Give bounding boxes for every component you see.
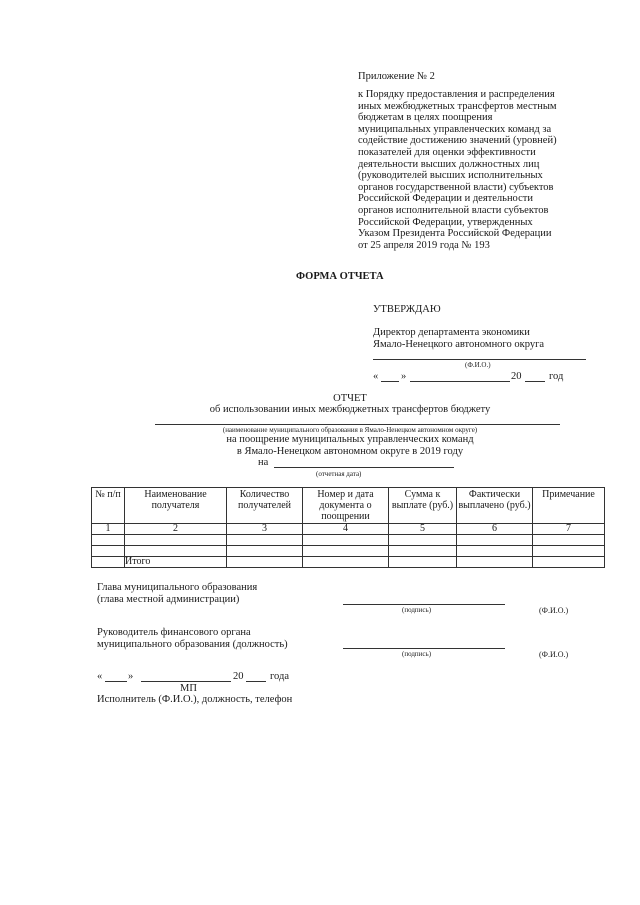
- approve-year-line: [525, 381, 545, 382]
- approve-fio-line: [373, 359, 586, 360]
- table-cell: [533, 535, 605, 546]
- annex-line: Российской Федерации и деятельности: [358, 193, 533, 205]
- footer-date-open-quote: «: [97, 671, 103, 682]
- table-cell: [457, 546, 533, 557]
- column-number: 5: [389, 524, 457, 535]
- annex-line: Указом Президента Российской Федерации: [358, 228, 552, 240]
- annex-line: к Порядку предоставления и распределения: [358, 89, 555, 100]
- table-cell: [303, 557, 389, 568]
- approve-date-close-quote: »: [401, 371, 407, 382]
- approve-fio-caption: (Ф.И.О.): [465, 361, 491, 369]
- finance-title-line2: муниципального образования (должность): [97, 639, 288, 650]
- column-number-row: [92, 524, 605, 535]
- annex-line: Российской Федерации, утвержденных: [358, 216, 533, 228]
- column-number: 4: [303, 524, 389, 535]
- header-cell: Количество получателей: [227, 488, 303, 524]
- table-cell: [533, 557, 605, 568]
- annex-title: Приложение № 2: [358, 71, 435, 82]
- report-table: [91, 487, 605, 568]
- footer-year-prefix: 20: [233, 671, 244, 682]
- table-cell: [389, 557, 457, 568]
- annex-line: от 25 апреля 2019 года № 193: [358, 239, 490, 251]
- table-cell: [227, 535, 303, 546]
- report-on-label: на: [258, 457, 269, 468]
- annex-line: бюджетам в целях поощрения: [358, 112, 493, 124]
- annex-line: муниципальных управленческих команд за: [358, 123, 552, 135]
- table-cell: [303, 535, 389, 546]
- column-number: 2: [125, 524, 227, 535]
- stamp-label: МП: [180, 683, 197, 694]
- table-cell: [125, 546, 227, 557]
- annex-description: [358, 89, 557, 251]
- municipality-caption: (наименование муниципального образования в Ямало-Ненецком автономном округе): [222, 426, 478, 434]
- table-cell: [389, 546, 457, 557]
- column-number: 6: [457, 524, 533, 535]
- footer-day-line: [105, 681, 127, 682]
- approve-year-suffix: год: [549, 371, 564, 382]
- table-cell: [533, 546, 605, 557]
- column-number: 3: [227, 524, 303, 535]
- table-cell: [92, 557, 125, 568]
- table-cell: [125, 535, 227, 546]
- finance-title-line1: Руководитель финансового органа: [97, 627, 251, 638]
- annex-line: иных межбюджетных трансфертов местным: [358, 100, 557, 112]
- footer-year-suffix: года: [270, 671, 289, 682]
- table-cell: [227, 557, 303, 568]
- table-cell: [457, 557, 533, 568]
- head-title-line2: (глава местной администрации): [97, 594, 240, 605]
- approve-month-line: [410, 381, 510, 382]
- table-cell: [389, 535, 457, 546]
- header-cell: Примечание: [533, 488, 605, 524]
- table-cell: [227, 546, 303, 557]
- approve-position-line2: Ямало-Ненецкого автономного округа: [373, 339, 545, 350]
- table-cell: [457, 535, 533, 546]
- approve-year-prefix: 20: [511, 371, 522, 382]
- municipality-line: [155, 424, 560, 425]
- table-total-row: [92, 557, 605, 568]
- annex-line: (руководителей высших исполнительных: [358, 170, 543, 182]
- report-purpose-line2: в Ямало-Ненецком автономном округе в 2019 году: [236, 446, 464, 457]
- head-signature-line: [343, 604, 505, 605]
- annex-line: органов государственной власти) субъектов: [358, 181, 554, 193]
- head-fio-caption: (Ф.И.О.): [539, 606, 569, 615]
- report-purpose-line1: на поощрение муниципальных управленческих команд: [226, 434, 474, 445]
- total-label: Итого: [125, 557, 227, 568]
- header-cell: Сумма к выплате (руб.): [389, 488, 457, 524]
- approve-heading: УТВЕРЖДАЮ: [373, 304, 441, 315]
- finance-signature-line: [343, 648, 505, 649]
- head-title-line1: Глава муниципального образования: [97, 582, 258, 593]
- table-cell: [92, 546, 125, 557]
- table-header-row: [92, 488, 605, 524]
- report-title: ОТЧЕТ: [333, 393, 367, 404]
- executor-line: Исполнитель (Ф.И.О.), должность, телефон: [97, 694, 293, 705]
- header-cell: Наименование получателя: [125, 488, 227, 524]
- column-number: 7: [533, 524, 605, 535]
- approve-day-line: [381, 381, 399, 382]
- table-cell: [303, 546, 389, 557]
- footer-date-close-quote: »: [128, 671, 134, 682]
- annex-line: содействие достижению значений (уровней): [358, 135, 557, 147]
- table-cell: [92, 535, 125, 546]
- finance-signature-caption: (подпись): [402, 650, 432, 658]
- finance-fio-caption: (Ф.И.О.): [539, 650, 569, 659]
- annex-line: деятельности высших должностных лиц: [358, 158, 540, 170]
- header-cell: Фактически выплачено (руб.): [457, 488, 533, 524]
- footer-year-line: [246, 681, 266, 682]
- report-subtitle: об использовании иных межбюджетных трансфертов бюджету: [209, 404, 491, 415]
- header-cell: № п/п: [92, 488, 125, 524]
- head-signature-caption: (подпись): [402, 606, 432, 614]
- header-cell: Номер и дата документа о поощрении: [303, 488, 389, 524]
- annex-line: органов исполнительной власти субъектов: [358, 204, 549, 216]
- report-date-caption: (отчетная дата): [316, 470, 362, 478]
- footer-month-line: [141, 681, 231, 682]
- report-date-line: [274, 467, 454, 468]
- form-title: ФОРМА ОТЧЕТА: [296, 271, 384, 282]
- column-number: 1: [92, 524, 125, 535]
- annex-line: показателей для оценки эффективности: [358, 146, 536, 158]
- table-row: [92, 535, 605, 546]
- approve-position-line1: Директор департамента экономики: [373, 327, 530, 338]
- approve-date-open-quote: «: [373, 371, 379, 382]
- table-row: [92, 546, 605, 557]
